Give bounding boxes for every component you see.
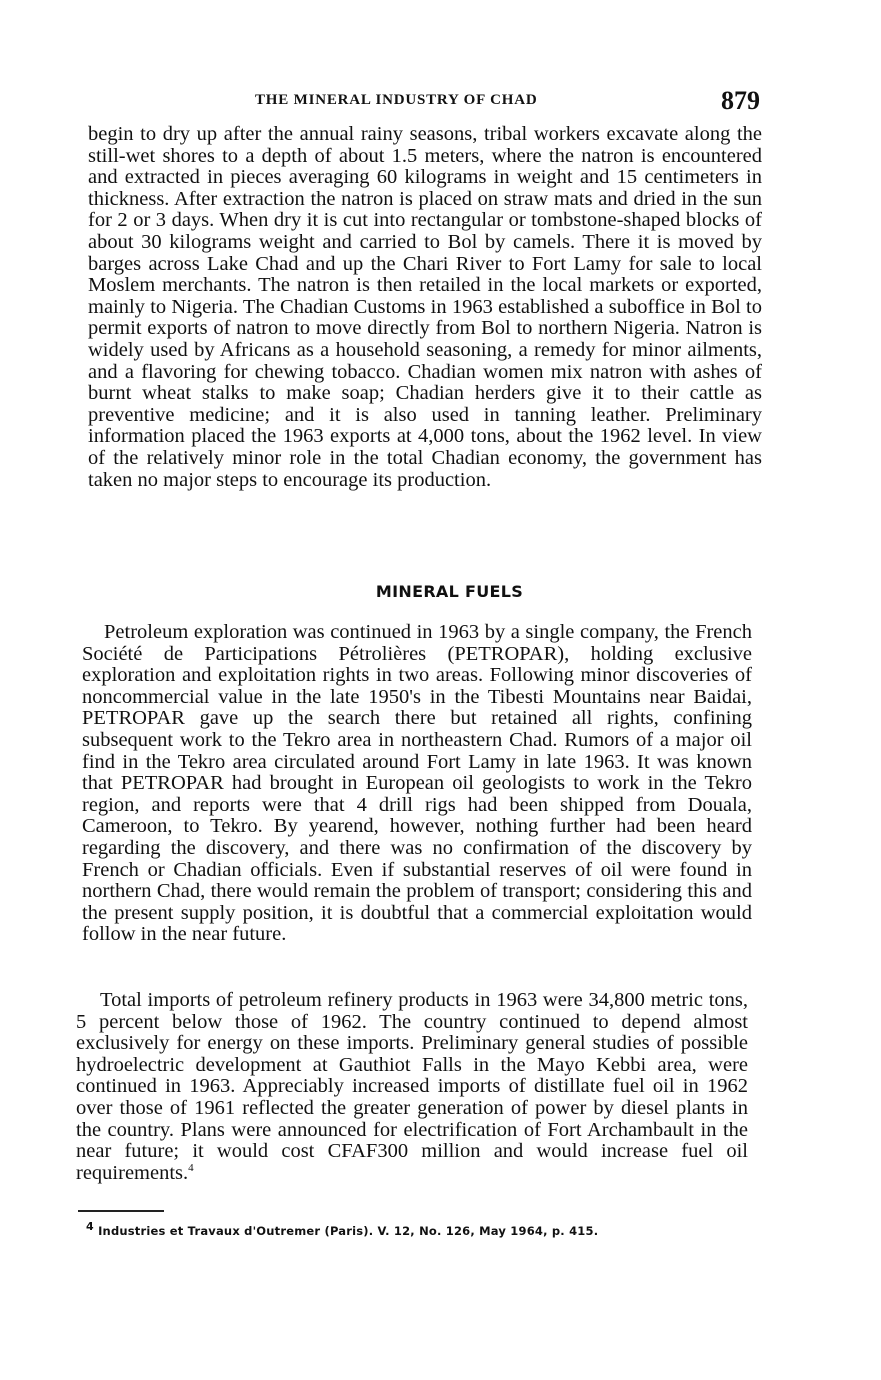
paragraph-text: begin to dry up after the annual rainy seasons, tribal workers excavate along the still-wet shores to a depth of about 1.5 meters, where the natron is encountered and extracted in pieces averaging 60 kilograms in weight and 15 centimeters in thickness. After extraction the natron is placed on straw mats and dried in the sun for 2 or 3 days. When dry it is cut into rectangular or tombstone-shaped blocks of about 30 kilograms weight and carried to Bol by camels. There it is moved by barges across Lake Chad and up the Chari River to Fort Lamy for sale to local Moslem merchants. The natron is then retailed in the local markets or exported, mainly to Nigeria. The Chadian Customs in 1963 established a suboffice in Bol to permit exports of natron to move directly from Bol to northern Nigeria. Natron is widely used by Africans as a household seasoning, a remedy for minor ailments, and a flavoring for chewing tobacco. Chadian women mix natron with ashes of burnt wheat stalks to make soap; Chadian herders give it to their cattle as preventive medicine; and it is also used in tanning leather. Preliminary information placed the 1963 exports at 4,000 tons, about the 1962 level. In view of the relatively minor role in the total Chadian economy, the government has taken no major steps to encourage its production. xyxy=(88,123,762,491)
page-number: 879 xyxy=(721,86,760,115)
paragraph-text: Total imports of petroleum refinery products in 1963 were 34,800 metric tons, 5 percent below those of 1962. The country continued to depend almost exclusively for energy on these imports. Preliminary general studies of possible hydroelectric development at Gauthiot Falls in the Mayo Kebbi area, were continued in 1963. Appreciably increased imports of distillate fuel oil in 1962 over those of 1961 reflected the greater generation of power by diesel plants in the country. Plans were announced for electrification of Fort Archambault in the near future; it would cost CFAF300 million and would increase fuel oil requirements. xyxy=(76,989,748,1184)
body-paragraph-petroleum xyxy=(82,622,752,946)
footnote-reference[interactable]: 4 xyxy=(188,1161,194,1174)
body-paragraph-natron xyxy=(88,124,762,491)
footnote xyxy=(86,1220,599,1238)
running-header xyxy=(90,86,760,116)
paragraph-text: Petroleum exploration was continued in 1963 by a single company, the French Société de Participations Pétrolières (PETROPAR), holding exclusive exploration and exploitation rights in two areas. Following minor discoveries of noncommercial value in the late 1950's in the Tibesti Mountains near Baidai, PETROPAR gave up the search there but retained all rights, confining subsequent work to the Tekro area in northeastern Chad. Rumors of a major oil find in the Tekro area circulated around Fort Lamy in late 1963. It was known that PETROPAR had brought in European oil geologists to work in the Tekro region, and reports were that 4 drill rigs had been shipped from Douala, Cameroon, to Tekro. By yearend, however, nothing further had been heard regarding the discovery, and there was no confirmation of the discovery by French or Chadian officials. Even if substantial reserves of oil were found in northern Chad, there would remain the problem of transport; considering this and the present supply position, it is doubtful that a commercial exploitation would follow in the near future. xyxy=(82,621,752,946)
body-paragraph-imports xyxy=(76,990,748,1184)
section-heading: MINERAL FUELS xyxy=(375,582,524,601)
footnote-divider xyxy=(78,1210,164,1212)
footnote-text: Industries et Travaux d'Outremer (Paris). V. 12, No. 126, May 1964, p. 415. xyxy=(98,1224,599,1238)
running-title: THE MINERAL INDUSTRY OF CHAD xyxy=(255,92,538,108)
footnote-marker: 4 xyxy=(86,1220,94,1234)
